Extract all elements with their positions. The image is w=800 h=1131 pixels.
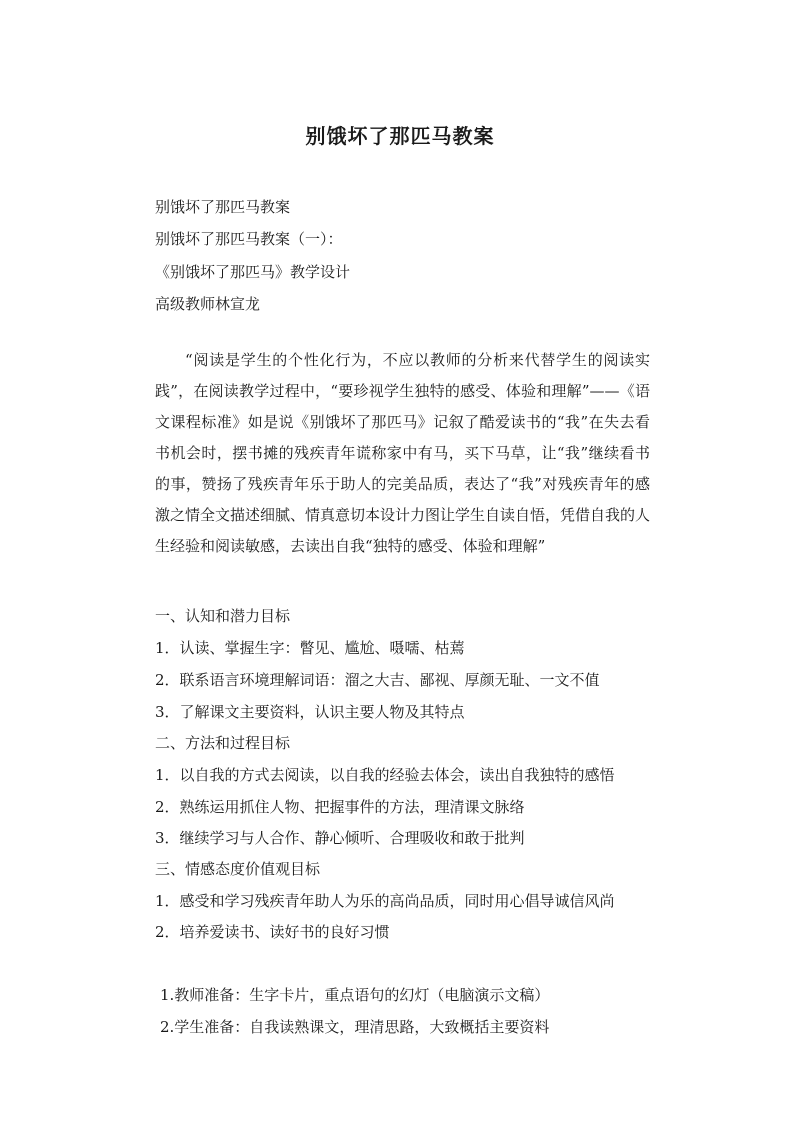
header-line: 《别饿坏了那匹马》教学设计 — [155, 263, 351, 281]
header-line: 别饿坏了那匹马教案 — [155, 198, 291, 216]
preparation-item: 1.教师准备：生字卡片，重点语句的幻灯（电脑演示文稿） — [160, 986, 550, 1004]
objective-item: 3．了解课文主要资料，认识主要人物及其特点 — [155, 703, 465, 721]
objective-item: 1．以自我的方式去阅读，以自我的经验去体会，读出自我独特的感悟 — [155, 766, 615, 784]
objective-item: 1．认读、掌握生字：瞥见、尴尬、嗫嚅、枯蔫 — [155, 639, 465, 657]
objective-item: 2．培养爱读书、读好书的良好习惯 — [155, 923, 390, 941]
objective-item: 3．继续学习与人合作、静心倾听、合理吸收和敢于批判 — [155, 829, 525, 847]
document-title: 别饿坏了那匹马教案 — [305, 124, 495, 148]
objective-heading: 一、认知和潜力目标 — [155, 607, 291, 625]
objective-item: 1．感受和学习残疾青年助人为乐的高尚品质，同时用心倡导诚信风尚 — [155, 892, 615, 910]
preparation-item: 2.学生准备：自我读熟课文，理清思路，大致概括主要资料 — [160, 1018, 550, 1036]
objective-item: 2．熟练运用抓住人物、把握事件的方法，理清课文脉络 — [155, 798, 525, 816]
objective-item: 2．联系语言环境理解词语：溜之大吉、鄙视、厚颜无耻、一文不值 — [155, 671, 600, 689]
objective-heading: 二、方法和过程目标 — [155, 734, 291, 752]
intro-paragraph: “阅读是学生的个性化行为，不应以教师的分析来代替学生的阅读实践”，在阅读教学过程中，“要珍视学生独特的感受、体验和理解”——《语文课程标准》如是说《别饿坏了那匹马》记叙了酷爱读书的“我”在失去看书机会时，摆书摊的残疾青年谎称家中有马，买下马草，让“我”继续看书的事，赞扬了残疾青年乐于助人的完美品质，表达了“我”对残疾青年的感激之情全文描述细腻、情真意切本设计力图让学生自读自悟，凭借自我的人生经验和阅读敏感，去读出自我“独特的感受、体验和理解” — [155, 351, 651, 555]
header-line: 高级教师林宣龙 — [155, 295, 261, 313]
header-line: 别饿坏了那匹马教案（一）： — [155, 230, 343, 248]
objective-heading: 三、情感态度价值观目标 — [155, 860, 321, 878]
